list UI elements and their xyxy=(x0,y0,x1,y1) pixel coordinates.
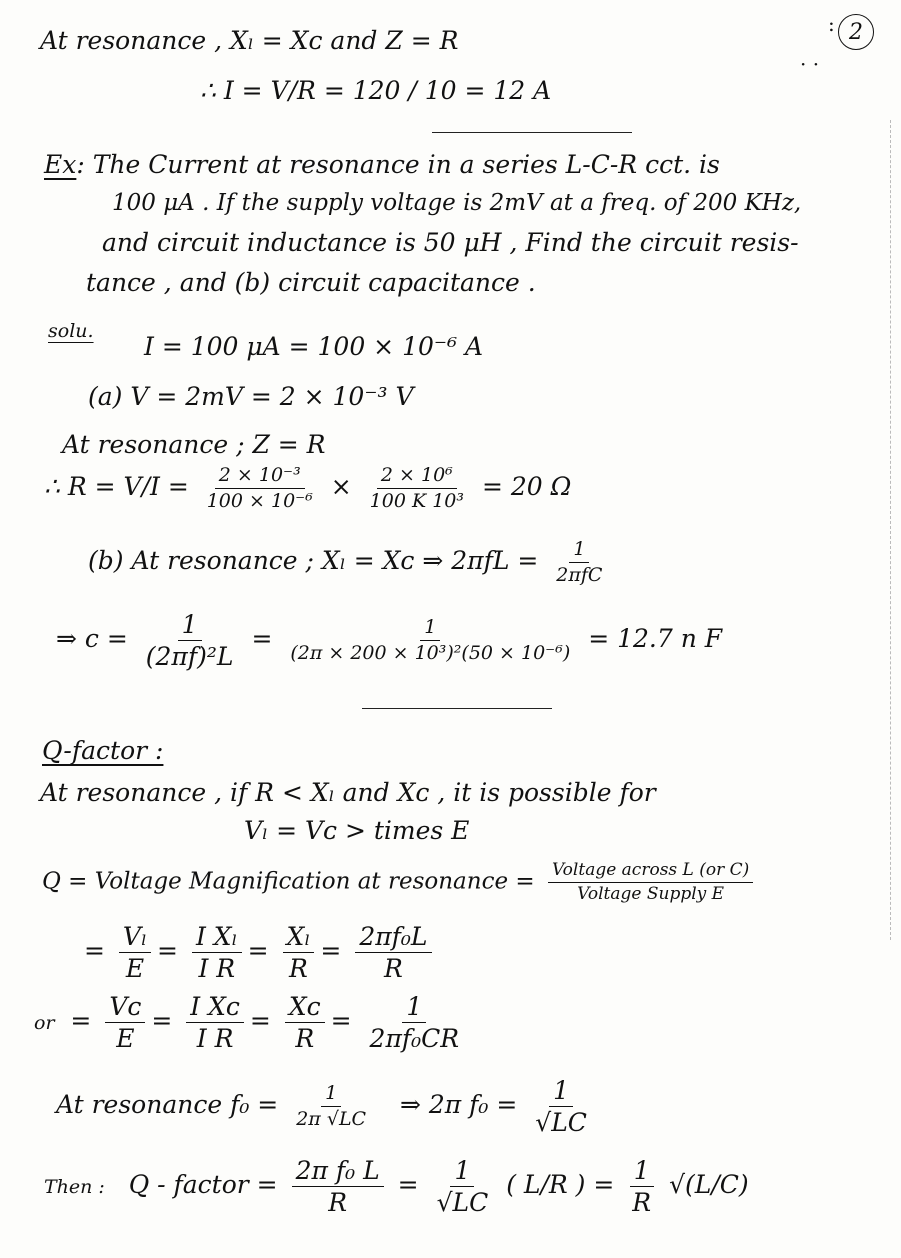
q-final-equation: Then : Q - factor = $\frac{\text{2π f₀ L}}{R}$ = $\frac{1}{√LC}$ ( L/R ) = $\frac{1}{R}$ √(L/C) xyxy=(44,1156,749,1217)
capacitance-equation: ⇒ c = $\frac{1}{\text{(2πf)²L}}$ = $\frac{1}{\text{(2π × 200 × 10³)²(50 × 10⁻⁶)}}$ = 12.7 n F xyxy=(56,610,723,671)
fraction: $\frac{\text{I Xᴄ}}{\text{I R}}$ xyxy=(186,994,244,1051)
fraction: $\frac{\text{2 × 10⁻³}}{\text{100 × 10⁻⁶}}$ xyxy=(206,464,313,512)
page-edge xyxy=(890,120,891,940)
solution-current: I = 100 μA = 100 × 10⁻⁶ A xyxy=(144,332,484,361)
fraction: $\frac{\text{2 × 10⁶}}{\text{100 K 10³}}$ xyxy=(369,464,465,512)
fraction: $\frac{1}{R}$ xyxy=(628,1158,655,1215)
solution-voltage: (a) V = 2mV = 2 × 10⁻³ V xyxy=(88,382,414,411)
fraction: $\frac{1}{√LC}$ xyxy=(436,1156,489,1217)
fraction: $\frac{\text{Vₗ}}{E}$ xyxy=(119,924,151,981)
fraction: $\frac{\text{2π f₀ L}}{R}$ xyxy=(292,1158,384,1215)
stray-dots: : xyxy=(828,12,835,36)
resistance-equation: ∴ R = V/I = $\frac{\text{2 × 10⁻³}}{\text{100 × 10⁻⁶}}$ × $\frac{\text{2 × 10⁶}}{\text{100 K 10³}}$ = 20 Ω xyxy=(44,464,572,512)
fraction: $\frac{1}{\text{(2πf)²L}}$ xyxy=(145,610,234,671)
divider xyxy=(362,708,552,709)
solution-resonance: At resonance ; Z = R xyxy=(62,430,326,459)
example-line-3: and circuit inductance is 50 μH , Find the circuit resis- xyxy=(102,228,799,257)
qfactor-line-1: At resonance , if R < Xₗ and Xᴄ , it is possible for xyxy=(40,778,656,807)
solution-label: solu. xyxy=(48,320,94,342)
qfactor-line-2: Vₗ = Vᴄ > times E xyxy=(244,816,470,845)
q-capacitive-chain: or = $\frac{\text{Vᴄ}}{E}$ = $\frac{\text{I Xᴄ}}{\text{I R}}$ = $\frac{\text{Xᴄ}}{R}$ = $\frac{1}{\text{2πf₀CR}}$ xyxy=(34,994,469,1051)
f0-equation: At resonance f₀ = $\frac{1}{2\pi √LC}$ ⇒ 2π f₀ = $\frac{1}{√LC}$ xyxy=(56,1078,597,1135)
part-b-equation: (b) At resonance ; Xₗ = Xᴄ ⇒ 2πfL = $\frac{1}{\text{2πfC}}$ xyxy=(88,540,612,585)
q-definition: Q = Voltage Magnification at resonance = $\frac{\text{Voltage across L (or C)}}{\text{Voltage Supply E}}$ xyxy=(42,862,759,903)
fraction: $\frac{\text{2πf₀L}}{R}$ xyxy=(355,924,431,981)
example-line-1: Ex: The Current at resonance in a series L-C-R cct. is xyxy=(44,150,720,179)
fraction: $\frac{1}{2\pi √LC}$ xyxy=(296,1082,367,1130)
fraction: $\frac{\text{I Xₗ}}{\text{I R}}$ xyxy=(192,924,242,981)
divider xyxy=(432,132,632,133)
stray-dots: · · xyxy=(800,52,820,76)
example-heading: Ex xyxy=(44,150,77,179)
fraction: $\frac{1}{\text{2πf₀CR}}$ xyxy=(369,992,460,1053)
page-number-badge: 2 xyxy=(838,14,874,50)
top-line-1: At resonance , Xₗ = Xᴄ and Z = R xyxy=(40,26,459,55)
fraction: $\frac{\text{Xᴄ}}{R}$ xyxy=(285,994,325,1051)
fraction: $\frac{1}{\text{(2π × 200 × 10³)²(50 × 10⁻⁶)}}$ xyxy=(290,616,571,664)
top-line-2: ∴ I = V/R = 120 / 10 = 12 A xyxy=(200,76,552,105)
fraction: $\frac{1}{\text{2πfC}}$ xyxy=(556,538,603,586)
fraction: $\frac{\text{Xₗ}}{R}$ xyxy=(283,924,315,981)
example-line-2: 100 μA . If the supply voltage is 2mV at a freq. of 200 KHz, xyxy=(112,190,802,216)
qfactor-heading: Q-factor : xyxy=(42,736,164,765)
example-line-4: tance , and (b) circuit capacitance . xyxy=(86,268,536,297)
fraction: $\frac{\text{Vᴄ}}{E}$ xyxy=(105,994,145,1051)
q-inductive-chain: = $\frac{\text{Vₗ}}{E}$ = $\frac{\text{I Xₗ}}{\text{I R}}$ = $\frac{\text{Xₗ}}{R}$ = $\frac{\text{2πf₀L}}{R}$ xyxy=(84,924,438,981)
fraction: $\frac{1}{√LC}$ xyxy=(535,1076,587,1137)
fraction: $\frac{\text{Voltage across L (or C)}}{\text{Voltage Supply E}}$ xyxy=(548,862,753,903)
